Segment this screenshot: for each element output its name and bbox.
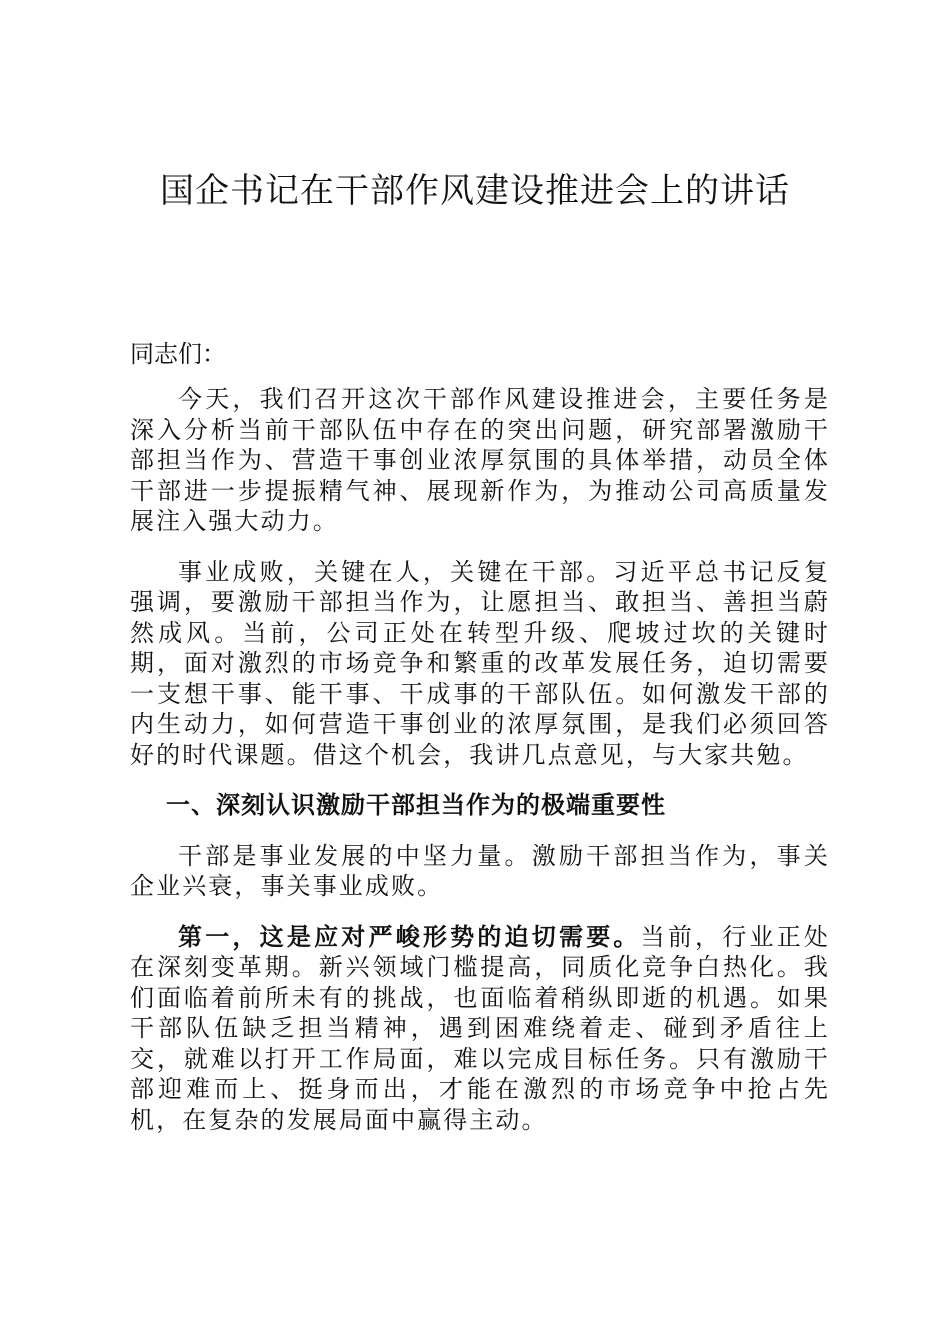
point-one-paragraph	[130, 922, 830, 1136]
intro-paragraph: 今天，我们召开这次干部作风建设推进会，主要任务是深入分析当前干部队伍中存在的突出问题，研究部署激励干部担当作为、营造干事创业浓厚氛围的具体举措，动员全体干部进一步提振精气神、展现新作为，为推动公司高质量发展注入强大动力。	[130, 385, 830, 535]
document-title: 国企书记在干部作风建设推进会上的讲话	[160, 171, 790, 211]
section-paragraph: 干部是事业发展的中坚力量。激励干部担当作为，事关企业兴衰，事关事业成败。	[130, 841, 830, 900]
point-one-lead: 第一，这是应对严峻形势的迫切需要。	[178, 921, 641, 951]
document-body	[130, 336, 830, 1155]
section-heading: 一、深刻认识激励干部担当作为的极端重要性	[166, 790, 666, 819]
salutation: 同志们：	[130, 340, 226, 368]
context-paragraph: 事业成败，关键在人，关键在干部。习近平总书记反复强调，要激励干部担当作为，让愿担当、敢担当、善担当蔚然成风。当前，公司正处在转型升级、爬坡过坎的关键时期，面对激烈的市场竞争和繁重的改革发展任务，迫切需要一支想干事、能干事、干成事的干部队伍。如何激发干部的内生动力，如何营造干事创业的浓厚氛围，是我们必须回答好的时代课题。借这个机会，我讲几点意见，与大家共勉。	[130, 557, 830, 769]
point-one-text: 当前，行业正处在深刻变革期。新兴领域门槛提高，同质化竞争白热化。我们面临着前所未有的挑战，也面临着稍纵即逝的机遇。如果干部队伍缺乏担当精神，遇到困难绕着走、碰到矛盾往上交，就难以打开工作局面，难以完成目标任务。只有激励干部迎难而上、挺身而出，才能在激烈的市场竞争中抢占先机，在复杂的发展局面中赢得主动。	[130, 922, 831, 1134]
